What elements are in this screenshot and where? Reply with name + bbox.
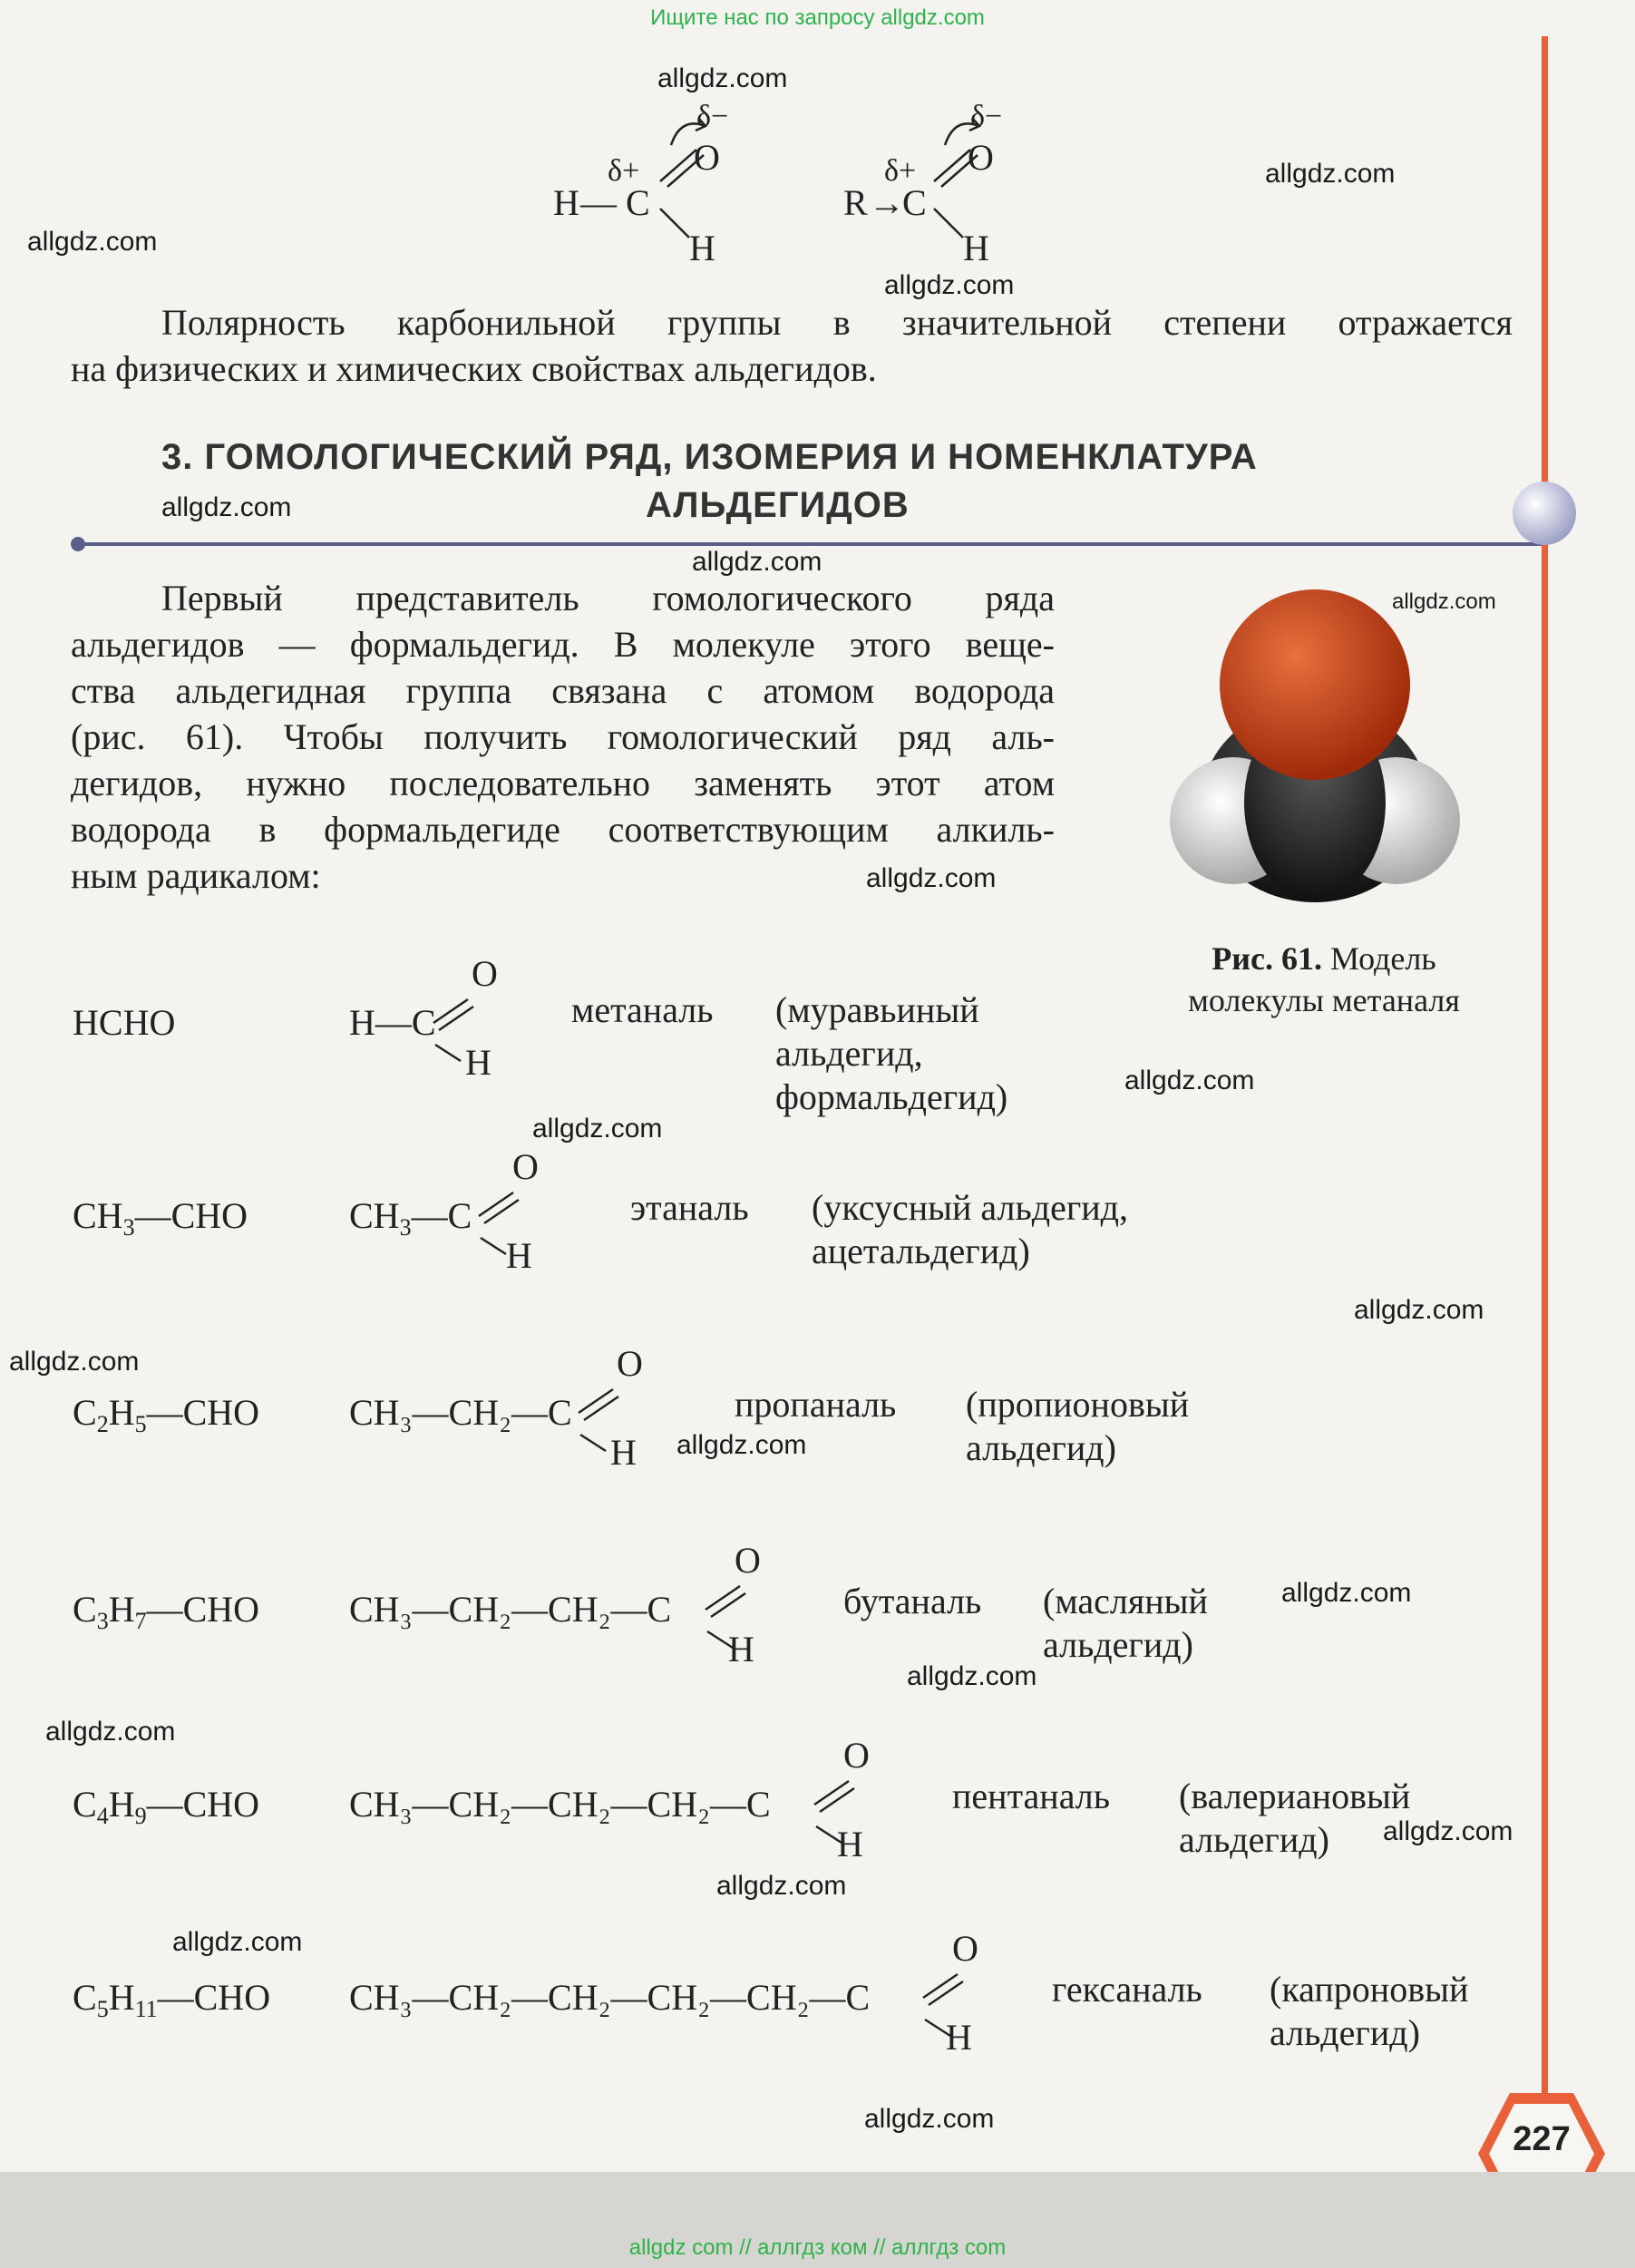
- aldehyde-h: H: [728, 1629, 754, 1669]
- formula-short: $C_4H_9—CHO$: [73, 1784, 260, 1829]
- watermark: allgdz.com: [532, 1114, 663, 1144]
- paragraph-line: Первый представитель гомологического ряда: [161, 578, 1055, 618]
- aldehyde-o: O: [843, 1735, 870, 1776]
- formula-short: $CH_3—CHO$: [73, 1195, 248, 1241]
- delta-plus-left: δ+: [608, 154, 640, 188]
- polarity-c-left: C: [626, 182, 650, 223]
- polarity-o-right: O: [968, 137, 994, 178]
- alt-name-line: (капроновый: [1270, 1969, 1469, 2010]
- polarity-formula-r: [843, 82, 1079, 272]
- paragraph-line: на физических и химических свойствах альдегидов.: [71, 348, 877, 389]
- paragraph-line: водорода в формальдегиде соответствующим алкиль-: [71, 809, 1055, 850]
- alt-name-line: ацетальдегид): [812, 1231, 1030, 1271]
- bottom-banner[interactable]: allgdz com // аллгдз ком // аллгдз com: [628, 2235, 1007, 2260]
- watermark: allgdz.com: [907, 1661, 1037, 1691]
- series-row-propanal: [0, 1342, 1542, 1487]
- aldehyde-h: H: [610, 1432, 637, 1473]
- watermark: allgdz.com: [45, 1717, 176, 1747]
- polarity-arrow: →: [869, 182, 905, 223]
- polarity-bond-left: —: [580, 182, 617, 223]
- formula-chain: CH₃—CH₂—CH₂—C: [349, 1589, 672, 1630]
- compound-alt-names: [1179, 1775, 1410, 1862]
- alt-name-line: (муравьиный: [775, 989, 979, 1030]
- watermark: allgdz.com: [866, 863, 997, 893]
- aldehyde-o: O: [952, 1928, 978, 1969]
- formula-short: $C_2H_5—CHO$: [73, 1392, 260, 1437]
- rule-dot-left: [71, 537, 85, 551]
- compound-alt-names: [1043, 1580, 1208, 1667]
- polarity-o-left: O: [694, 137, 720, 178]
- series-row-methanal: [0, 952, 1542, 1134]
- polarity-bonds-left: [553, 82, 789, 272]
- watermark: allgdz.com: [864, 2104, 995, 2134]
- alt-name-line: (уксусный альдегид,: [812, 1187, 1129, 1228]
- aldehyde-o: O: [472, 953, 498, 994]
- watermark: allgdz.com: [1265, 159, 1396, 189]
- paragraph-line: дегидов, нужно последовательно заменять этот атом: [71, 763, 1055, 803]
- aldehyde-h: H: [946, 2017, 972, 2058]
- formula-short: $C_3H_7—CHO$: [73, 1589, 260, 1634]
- polarity-h-bottom-right: H: [963, 228, 989, 268]
- alt-name-line: (пропионовый: [966, 1384, 1190, 1425]
- compound-alt-names: [812, 1186, 1128, 1273]
- aldehyde-o: O: [512, 1146, 539, 1187]
- watermark: allgdz.com: [1281, 1578, 1412, 1608]
- figure-caption-line2: молекулы метаналя: [1188, 982, 1460, 1018]
- compound-name: гексаналь: [1052, 1969, 1202, 2010]
- paragraph-polarity: [71, 299, 1513, 392]
- paragraph-homologous: [71, 575, 1055, 899]
- formula-chain: CH₃—CH₂—CH₂—CH₂—C: [349, 1784, 771, 1825]
- page-number: 227: [1513, 2120, 1571, 2158]
- alt-name-line: альдегид): [1179, 1819, 1329, 1860]
- compound-alt-names: [775, 988, 1007, 1119]
- polarity-h-bottom-left: H: [689, 228, 715, 268]
- watermark: allgdz.com: [1124, 1066, 1255, 1095]
- top-banner[interactable]: Ищите нас по запросу allgdz.com: [650, 5, 985, 30]
- watermark: allgdz.com: [884, 270, 1015, 300]
- polarity-c-right: C: [902, 182, 927, 223]
- rule-ball-right: [1513, 482, 1576, 545]
- compound-alt-names: [1270, 1968, 1468, 2055]
- aldehyde-o: O: [617, 1343, 643, 1384]
- watermark: allgdz.com: [657, 63, 788, 93]
- delta-minus-left: δ−: [696, 100, 729, 133]
- alt-name-line: альдегид,: [775, 1033, 923, 1074]
- paragraph-line: Полярность карбонильной группы в значительной степени отражается: [161, 302, 1513, 343]
- margin-line: [1542, 36, 1548, 2149]
- polarity-formula-h: [553, 82, 789, 272]
- formula-short: $C_5H_{11}—CHO$: [73, 1977, 271, 2022]
- paragraph-line: (рис. 61). Чтобы получить гомологический ряд аль-: [71, 716, 1055, 757]
- compound-name: метаналь: [571, 989, 714, 1030]
- delta-minus-right: δ−: [970, 100, 1003, 133]
- alt-name-line: альдегид): [1043, 1624, 1193, 1665]
- formula-chain: H—C: [349, 1002, 436, 1043]
- compound-alt-names: [966, 1383, 1189, 1470]
- figure-caption-text: Модель: [1329, 940, 1436, 977]
- formula-chain: CH₃—CH₂—C: [349, 1392, 572, 1433]
- watermark: allgdz.com: [1354, 1295, 1484, 1325]
- compound-name: этаналь: [630, 1187, 749, 1228]
- section-title-line2: АЛЬДЕГИДОВ: [646, 485, 910, 525]
- aldehyde-h: H: [837, 1824, 863, 1864]
- polarity-bonds-right: [843, 82, 1079, 272]
- methanal-model-image: [1161, 580, 1469, 925]
- paragraph-line: ным радикалом:: [71, 855, 321, 896]
- delta-plus-right: δ+: [884, 154, 917, 188]
- paragraph-line: ства альдегидная группа связана с атомом водорода: [71, 670, 1055, 711]
- formula-short: HCHO: [73, 1002, 176, 1043]
- aldehyde-h: H: [506, 1235, 532, 1276]
- alt-name-line: альдегид): [1270, 2012, 1420, 2053]
- aldehyde-h: H: [465, 1042, 491, 1083]
- watermark: allgdz.com: [692, 547, 822, 577]
- alt-name-line: альдегид): [966, 1427, 1116, 1468]
- formula-chain: $CH_3—C$: [349, 1195, 472, 1241]
- section-title-line1: 3. ГОМОЛОГИЧЕСКИЙ РЯД, ИЗОМЕРИЯ И НОМЕНКЛАТУРА: [161, 437, 1258, 477]
- series-row-ethanal: [0, 1145, 1542, 1290]
- watermark: allgdz.com: [1383, 1816, 1513, 1846]
- alt-name-line: (валериановый: [1179, 1776, 1411, 1816]
- watermark: allgdz.com: [161, 492, 292, 522]
- series-row-pentanal: [0, 1734, 1542, 1879]
- compound-name: пропаналь: [735, 1384, 897, 1425]
- watermark: allgdz.com: [676, 1430, 807, 1460]
- watermark: allgdz.com: [716, 1871, 847, 1901]
- polarity-h-left: H: [553, 182, 579, 223]
- polarity-r: R: [843, 182, 868, 223]
- formula-chain: CH₃—CH₂—CH₂—CH₂—CH₂—C: [349, 1977, 871, 2018]
- alt-name-line: (масляный: [1043, 1581, 1208, 1621]
- watermark: allgdz.com: [1392, 589, 1496, 614]
- series-row-butanal: [0, 1539, 1542, 1684]
- alt-name-line: формальдегид): [775, 1076, 1008, 1117]
- figure-label: Рис. 61.: [1212, 940, 1322, 977]
- watermark: allgdz.com: [172, 1927, 303, 1957]
- section-rule: [77, 542, 1542, 546]
- paragraph-line: альдегидов — формальдегид. В молекуле этого веще-: [71, 624, 1055, 665]
- compound-name: пентаналь: [952, 1776, 1111, 1816]
- watermark: allgdz.com: [9, 1347, 140, 1377]
- aldehyde-o: O: [735, 1540, 761, 1581]
- compound-name: бутаналь: [843, 1581, 982, 1621]
- watermark: allgdz.com: [27, 227, 158, 257]
